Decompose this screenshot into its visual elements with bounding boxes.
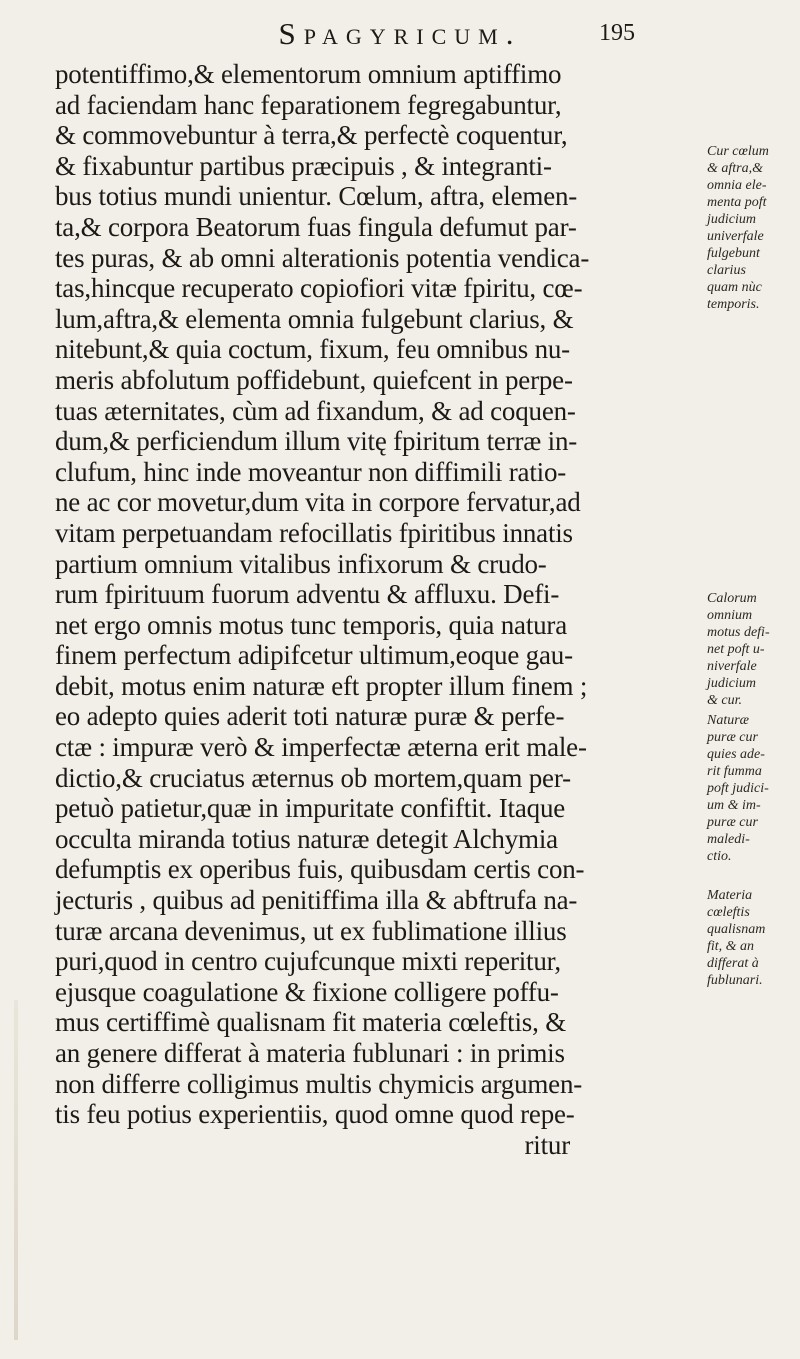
margin-note-line: niverfale <box>707 659 757 674</box>
margin-note-line: & aftra,& <box>707 161 764 176</box>
text-line: debit, motus enim naturæ eft propter illum finem ; <box>55 670 588 701</box>
margin-note-line: poft judici- <box>707 781 769 796</box>
text-line: rum fpirituum fuorum adventu & affluxu. Defi- <box>55 579 560 610</box>
text-line: bus totius mundi unientur. Cœlum, aftra, elemen- <box>55 181 578 212</box>
text-line: non differre colligimus multis chymicis argumen- <box>55 1068 583 1099</box>
text-line: & commovebuntur à terra,& perfectè coquentur, <box>55 120 568 151</box>
margin-note-line: differat à <box>707 956 759 971</box>
margin-note-line: fulgebunt <box>707 246 760 261</box>
text-line: nitebunt,& quia coctum, fixum, feu omnibus nu- <box>55 334 570 365</box>
text-line: & fixabuntur partibus præcipuis , & integranti- <box>55 150 552 181</box>
margin-note-line: quies ade- <box>707 747 765 762</box>
margin-note-line: clarius <box>707 263 746 278</box>
text-line: lum,aftra,& elementa omnia fulgebunt clarius, & <box>55 303 574 334</box>
text-line: puri,quod in centro cujufcunque mixti reperitur, <box>55 946 561 977</box>
margin-note-line: quam nùc <box>707 280 762 295</box>
text-line: an genere differat à materia fublunari : in primis <box>55 1038 565 1068</box>
margin-note-line: rit fumma <box>707 764 762 779</box>
text-line: mus certiffimè qualisnam fit materia cœleftis, & <box>55 1007 566 1038</box>
text-line: net ergo omnis motus tunc temporis, quia natura <box>55 609 568 640</box>
margin-note-line: omnia ele- <box>707 178 767 193</box>
text-line: ctæ : impuræ verò & imperfectæ æterna erit male- <box>55 732 587 763</box>
text-line: petuò patietur,quæ in impuritate confiftit. Itaque <box>55 793 566 824</box>
text-line: defumptis ex operibus fuis, quibusdam certis con- <box>55 854 585 885</box>
page-header <box>0 16 800 56</box>
page-edge-shadow <box>14 1000 18 1340</box>
margin-note-line: motus defi- <box>707 625 770 640</box>
margin-note-line: judicium <box>707 676 756 691</box>
margin-note-line: net poft u- <box>707 642 765 657</box>
running-title: Spagyricum. <box>278 16 522 51</box>
margin-note-line: univerfale <box>707 229 764 244</box>
text-line: ejusque coagulatione & fixione colligere poffu- <box>55 976 559 1007</box>
text-line: tis feu potius experientiis, quod omne quod repe- <box>55 1099 575 1130</box>
margin-note-line: Naturæ <box>707 713 750 728</box>
text-line: clufum, hinc inde moveantur non diffimili ratio- <box>55 456 567 487</box>
text-line: partium omnium vitalibus infixorum & crudo- <box>55 548 547 579</box>
margin-note-line: Cur cœlum <box>707 144 769 159</box>
margin-note-line: puræ cur <box>707 815 758 830</box>
text-line: finem perfectum adipifcetur ultimum,eoque gau- <box>55 640 573 671</box>
margin-note-line: fublunari. <box>707 973 763 988</box>
text-line: jecturis , quibus ad penitiffima illa & abftrufa na- <box>55 885 578 916</box>
margin-note-line: Calorum <box>707 591 757 606</box>
text-line: tuas æternitates, cùm ad fixandum, & ad coquen- <box>55 395 576 426</box>
text-line: turæ arcana devenimus, ut ex fublimatione illius <box>55 915 567 946</box>
main-text-block <box>55 59 690 1160</box>
margin-note-line: cœleftis <box>707 905 750 920</box>
margin-note <box>707 590 770 709</box>
page-number: 195 <box>599 20 635 46</box>
margin-note-line: maledi- <box>707 832 750 847</box>
margin-note-line: qualisnam <box>707 922 766 937</box>
margin-note-line: menta poft <box>707 195 767 210</box>
text-line: dictio,& cruciatus æternus ob mortem,quam per- <box>55 762 571 793</box>
margin-note-line: um & im- <box>707 798 761 813</box>
text-line: eo adepto quies aderit toti naturæ puræ & perfe- <box>55 701 565 732</box>
margin-note-line: puræ cur <box>707 730 758 745</box>
text-line: tas,hincque recuperato copiofiori vitæ fpiritu, cœ- <box>55 273 583 304</box>
margin-note-line: Materia <box>707 888 753 903</box>
text-line: dum,& perficiendum illum vitę fpiritum terræ in- <box>55 426 578 457</box>
margin-note-line: temporis. <box>707 297 760 312</box>
margin-note-line: fit, & an <box>707 939 755 954</box>
text-line: ne ac cor movetur,dum vita in corpore fervatur,ad <box>55 487 581 518</box>
text-line: potentiffimo,& elementorum omnium aptiffimo <box>55 59 562 89</box>
margin-note-line: omnium <box>707 608 753 623</box>
margin-note-line: judicium <box>707 212 756 227</box>
text-line: meris abfolutum poffidebunt, quiefcent in perpe- <box>55 364 573 395</box>
margin-note-line: & cur. <box>707 693 742 708</box>
text-line: tes puras, & ab omni alterationis potentia vendica- <box>55 242 590 273</box>
margin-note <box>707 887 765 989</box>
margin-note-line: ctio. <box>707 849 732 864</box>
margin-note <box>707 712 769 865</box>
text-line: vitam perpetuandam refocillatis fpiritibus innatis <box>55 517 573 548</box>
text-line: ta,& corpora Beatorum fuas fingula defumut par- <box>55 211 577 242</box>
margin-note <box>707 143 769 313</box>
text-line: ad faciendam hanc feparationem fegregabuntur, <box>55 89 562 120</box>
text-line: ritur <box>524 1129 570 1160</box>
text-line: occulta miranda totius naturæ detegit Alchymia <box>55 823 558 854</box>
